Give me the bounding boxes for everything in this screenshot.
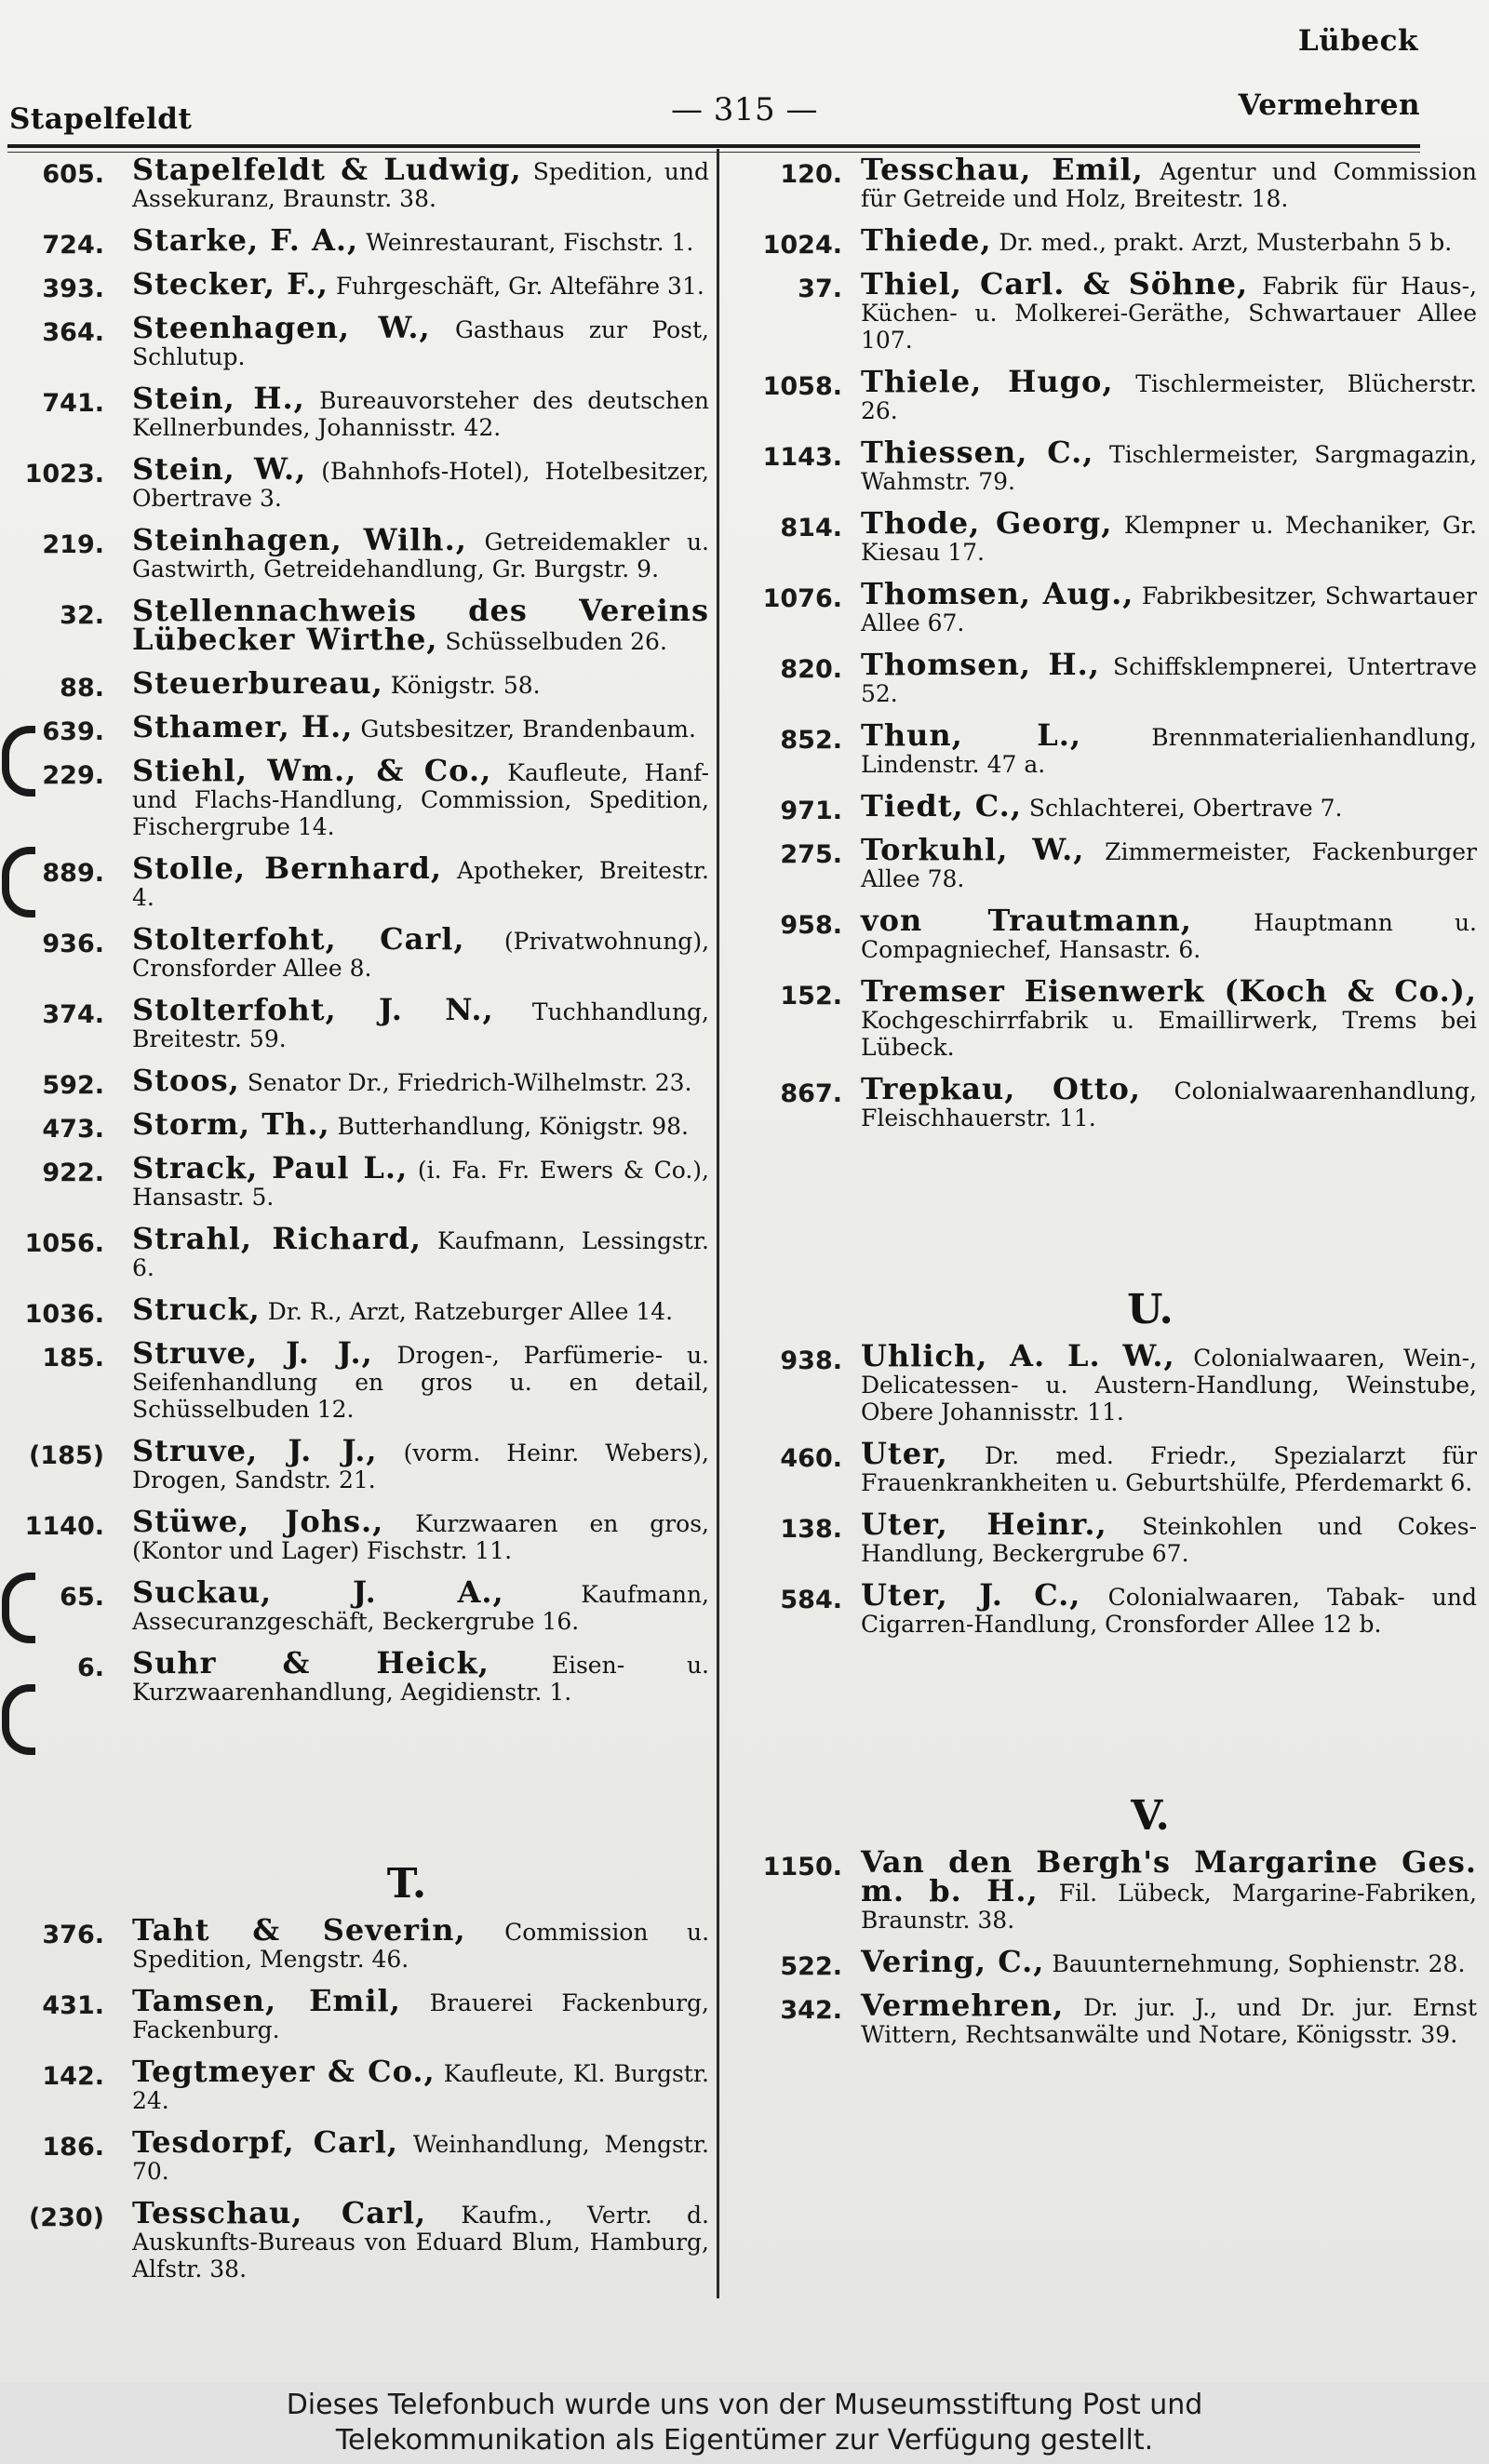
- entry-text: [11, 310, 710, 370]
- phone-number: 342.: [780, 1996, 842, 2025]
- directory-entry: [11, 992, 709, 1052]
- entry-name: Thiede,: [861, 222, 992, 258]
- entry-description: Bauunternehmung, Sophienstr. 28.: [1052, 1950, 1466, 1977]
- entry-description: Brauerei Fackenburg, Fackenburg.: [132, 1989, 710, 2043]
- entry-name: von Trautmann,: [861, 903, 1192, 938]
- section-heading-u: U.: [1127, 1286, 1174, 1333]
- directory-entry: [731, 1844, 1477, 1934]
- directory-entry: [731, 903, 1478, 963]
- phone-number: 120.: [780, 160, 842, 189]
- entry-name: Tegtmeyer & Co.,: [132, 2054, 436, 2089]
- directory-entry: [11, 1433, 710, 1493]
- entry-name: Thode, Georg,: [861, 505, 1113, 541]
- entry-name: Stein, H.,: [132, 381, 305, 416]
- entry-description: Schiffsklempnerei, Untertrave 52.: [861, 653, 1478, 707]
- directory-entry: [11, 665, 709, 703]
- phone-number: 460.: [780, 1444, 842, 1473]
- entry-description: Kaufleute, Kl. Burgstr. 24.: [132, 2060, 709, 2114]
- entry-text: [11, 709, 709, 746]
- directory-entry: [731, 1577, 1478, 1638]
- header-first-entry: Stapelfeldt: [9, 102, 193, 136]
- entry-text: [11, 152, 710, 212]
- directory-entry: [11, 1335, 710, 1423]
- section-heading-v: V.: [1131, 1792, 1170, 1840]
- phone-number: 37.: [798, 275, 842, 303]
- phone-number: 889.: [42, 859, 104, 888]
- phone-number: 88.: [60, 674, 104, 703]
- directory-entry: [731, 788, 1477, 825]
- entry-name: Uter, J. C.,: [861, 1577, 1081, 1613]
- entry-name: Tremser Eisenwerk (Koch & Co.),: [861, 973, 1477, 1009]
- phone-number: 522.: [780, 1952, 842, 1981]
- entry-text: [11, 1335, 710, 1423]
- phone-number: 138.: [780, 1515, 842, 1544]
- entry-description: Fil. Lübeck, Margarine-Fabriken, Braunstr. 38.: [861, 1880, 1477, 1934]
- entry-description: Eisen- u. Kurzwaarenhandlung, Aegidienstr. 1.: [132, 1652, 709, 1706]
- entry-name: Stolle, Bernhard,: [132, 850, 443, 886]
- phone-number: 938.: [780, 1346, 842, 1375]
- phone-number: 376.: [42, 1921, 104, 1949]
- entry-description: Colonialwaarenhandlung, Fleischhauerstr. 11.: [861, 1078, 1478, 1132]
- entry-text: [731, 1577, 1478, 1638]
- entry-description: Drogen-, Parfümerie- u. Seifenhandlung en gros u. en detail, Schüsselbuden 12.: [132, 1342, 710, 1423]
- entry-name: Starke, F. A.,: [132, 222, 359, 258]
- directory-entry: [11, 1574, 709, 1635]
- phone-number: 431.: [42, 1991, 104, 2020]
- right-column: [731, 152, 1478, 2063]
- phone-number: 1150.: [762, 1853, 842, 1881]
- phone-number: 473.: [42, 1115, 104, 1144]
- entry-description: (i. Fa. Fr. Ewers & Co.), Hansastr. 5.: [132, 1157, 709, 1211]
- entry-name: Stüwe, Johs.,: [132, 1504, 384, 1539]
- entry-name: Tesdorpf, Carl,: [132, 2124, 399, 2160]
- phone-number: (230): [28, 2203, 104, 2232]
- entry-description: Kochgeschirrfabrik u. Emaillirwerk, Trems bei Lübeck.: [861, 1007, 1477, 1061]
- entry-description: Colonialwaaren, Wein-, Delicatessen- u. Austern-Handlung, Weinstube, Obere Johannisstr. 11.: [861, 1345, 1477, 1426]
- directory-entry: [731, 1988, 1478, 2048]
- entry-name: Suckau, J. A.,: [132, 1574, 504, 1610]
- entry-name: Sthamer, H.,: [132, 709, 354, 744]
- entry-text: [731, 1944, 1477, 1979]
- entry-text: [11, 593, 709, 657]
- phone-number: 820.: [780, 655, 842, 684]
- directory-entry: [11, 152, 710, 212]
- entry-text: [11, 1504, 710, 1564]
- entry-name: Stiehl, Wm., & Co.,: [132, 753, 492, 788]
- directory-entry: [731, 1436, 1477, 1496]
- entry-description: Kaufm., Vertr. d. Auskunfts-Bureaus von Eduard Blum, Hamburg, Alfstr. 38.: [132, 2202, 710, 2283]
- entry-name: Tesschau, Emil,: [861, 152, 1144, 187]
- entry-text: [11, 850, 710, 911]
- entry-text: [11, 222, 709, 258]
- entry-name: Thomsen, Aug.,: [861, 576, 1134, 611]
- entry-name: Stellennachweis des Vereins Lübecker Wirthe,: [132, 593, 709, 657]
- entry-text: [11, 1433, 710, 1493]
- directory-entry: [731, 1507, 1477, 1567]
- t-entries-right: [731, 152, 1478, 1132]
- footer-notice: [0, 2382, 1489, 2464]
- header-city: Lübeck: [1297, 24, 1418, 58]
- entry-name: Stein, W.,: [132, 451, 307, 487]
- phone-number: 142.: [42, 2062, 104, 2091]
- entry-text: [731, 576, 1478, 636]
- entry-description: Colonialwaaren, Tabak- und Cigarren-Handlung, Cronsforder Allee 12 b.: [861, 1584, 1478, 1638]
- entry-name: Struck,: [132, 1292, 261, 1327]
- entry-text: [731, 1338, 1477, 1426]
- directory-entry: [11, 1106, 709, 1144]
- phone-number: 1140.: [24, 1512, 104, 1541]
- entry-name: Taht & Severin,: [132, 1912, 466, 1948]
- phone-number: 958.: [780, 911, 842, 940]
- entry-name: Strahl, Richard,: [132, 1221, 422, 1256]
- entry-name: Steinhagen, Wilh.,: [132, 522, 467, 557]
- entry-text: [11, 1150, 709, 1211]
- entry-text: [731, 364, 1477, 424]
- directory-entry: [11, 266, 709, 303]
- entry-text: [11, 1645, 709, 1706]
- entry-text: [11, 1221, 709, 1281]
- entry-description: Tischlermeister, Blücherstr. 26.: [861, 370, 1477, 424]
- phone-number: 724.: [42, 231, 104, 260]
- directory-entry: [731, 576, 1478, 636]
- entry-description: Steinkohlen und Cokes-Handlung, Beckergrube 67.: [861, 1513, 1477, 1567]
- entry-name: Thiel, Carl. & Söhne,: [861, 266, 1249, 301]
- entry-description: Kaufmann, Lessingstr. 6.: [132, 1227, 709, 1281]
- directory-entry: [11, 921, 710, 982]
- entry-name: Vermehren,: [861, 1988, 1065, 2023]
- directory-entry: [11, 1504, 710, 1564]
- entry-text: [11, 2054, 709, 2114]
- directory-entry: [11, 2195, 710, 2283]
- entry-description: (vorm. Heinr. Webers), Drogen, Sandstr. 21.: [132, 1440, 710, 1493]
- phone-number: 741.: [42, 389, 104, 418]
- entry-text: [731, 152, 1478, 212]
- phone-number: 605.: [42, 160, 104, 189]
- entry-text: [11, 2124, 710, 2185]
- entry-name: Tesschau, Carl,: [132, 2195, 427, 2230]
- entry-name: Thiele, Hugo,: [861, 364, 1114, 399]
- entry-name: Steuerbureau,: [132, 665, 383, 701]
- entry-name: Vering, C.,: [861, 1944, 1045, 1979]
- directory-entry: [731, 364, 1477, 424]
- footer-line-1: Dieses Telefonbuch wurde uns von der Museumsstiftung Post und: [286, 2389, 1203, 2421]
- entry-description: Weinhandlung, Mengstr. 70.: [132, 2131, 710, 2185]
- entry-name: Struve, J. J.,: [132, 1433, 378, 1468]
- directory-entry: [731, 973, 1477, 1061]
- phone-number: 936.: [42, 930, 104, 958]
- entry-description: Gasthaus zur Post, Schlutup.: [132, 316, 710, 370]
- entry-name: Uter,: [861, 1436, 948, 1471]
- entry-description: Kaufleute, Hanf- und Flachs-Handlung, Commission, Spedition, Fischergrube 14.: [132, 759, 709, 840]
- entry-name: Struve, J. J.,: [132, 1335, 373, 1371]
- phone-number: 1143.: [762, 443, 842, 472]
- entry-name: Stolterfoht, J. N.,: [132, 992, 494, 1027]
- column-divider: [717, 149, 719, 2298]
- entry-description: Dr. med., prakt. Arzt, Musterbahn 5 b.: [999, 229, 1453, 256]
- entry-description: Fabrik für Haus-, Küchen- u. Molkerei-Geräthe, Schwartauer Allee 107.: [861, 273, 1477, 354]
- entry-text: [11, 381, 710, 441]
- entry-text: [11, 1912, 710, 1973]
- entry-text: [11, 753, 709, 840]
- directory-entry: [731, 717, 1477, 778]
- phone-number: 152.: [780, 982, 842, 1011]
- entry-text: [11, 992, 709, 1052]
- entry-description: Fuhrgeschäft, Gr. Altefähre 31.: [335, 273, 704, 300]
- entry-description: Senator Dr., Friedrich-Wilhelmstr. 23.: [247, 1069, 692, 1096]
- entry-name: Tiedt, C.,: [861, 788, 1022, 824]
- phone-number: (185): [28, 1441, 104, 1470]
- phone-number: 922.: [42, 1158, 104, 1187]
- entry-text: [731, 903, 1478, 963]
- s-entries: [11, 152, 710, 1706]
- directory-entry: [731, 222, 1477, 260]
- entry-text: [731, 435, 1478, 495]
- v-entries: [731, 1844, 1478, 2048]
- entry-text: [11, 1983, 710, 2043]
- phone-number: 584.: [780, 1586, 842, 1614]
- directory-entry: [11, 381, 710, 441]
- entry-text: [731, 222, 1477, 258]
- entry-text: [11, 2195, 710, 2283]
- entry-text: [11, 921, 710, 982]
- phone-number: 1036.: [24, 1300, 104, 1329]
- directory-entry: [11, 451, 710, 512]
- directory-entry: [11, 709, 709, 746]
- entry-name: Strack, Paul L.,: [132, 1150, 409, 1185]
- directory-entry: [11, 1221, 709, 1281]
- entry-description: Spedition, und Assekuranz, Braunstr. 38.: [132, 158, 710, 212]
- entry-name: Thiessen, C.,: [861, 435, 1094, 470]
- entry-text: [731, 717, 1477, 778]
- entry-name: Stecker, F.,: [132, 266, 329, 301]
- phone-number: 1076.: [762, 584, 842, 613]
- entry-description: Butterhandlung, Königstr. 98.: [337, 1113, 689, 1140]
- footer-line-2: Telekommunikation als Eigentümer zur Verfügung gestellt.: [335, 2424, 1154, 2457]
- phone-number: 364.: [42, 318, 104, 347]
- directory-entry: [11, 1983, 710, 2043]
- entry-text: [11, 1292, 709, 1327]
- phone-number: 186.: [42, 2133, 104, 2162]
- entry-text: [731, 505, 1477, 566]
- directory-entry: [11, 1645, 709, 1706]
- phone-number: 275.: [780, 840, 842, 869]
- entry-description: (Bahnhofs-Hotel), Hotelbesitzer, Obertrave 3.: [132, 458, 710, 512]
- section-heading-t: T.: [386, 1860, 427, 1908]
- phone-number: 971.: [780, 797, 842, 825]
- entry-description: Tischlermeister, Sargmagazin, Wahmstr. 79.: [861, 441, 1478, 495]
- phone-number: 229.: [42, 761, 104, 790]
- entry-text: [731, 266, 1477, 354]
- entry-description: Fabrikbesitzer, Schwartauer Allee 67.: [861, 583, 1478, 636]
- phone-number: 185.: [42, 1344, 104, 1373]
- u-entries: [731, 1338, 1478, 1638]
- entry-description: Getreidemakler u. Gastwirth, Getreidehandlung, Gr. Burgstr. 9.: [132, 529, 709, 583]
- entry-name: Trepkau, Otto,: [861, 1071, 1141, 1106]
- directory-entry: [11, 2124, 710, 2185]
- directory-entry: [11, 1150, 709, 1211]
- entry-description: Zimmermeister, Fackenburger Allee 78.: [861, 838, 1477, 892]
- directory-entry: [731, 832, 1477, 892]
- phone-number: 852.: [780, 726, 842, 755]
- entry-text: [11, 266, 709, 303]
- entry-text: [731, 1436, 1477, 1496]
- entry-description: Commission u. Spedition, Mengstr. 46.: [132, 1919, 710, 1973]
- entry-text: [11, 665, 709, 701]
- phone-number: 6.: [76, 1654, 104, 1682]
- phone-number: 867.: [780, 1079, 842, 1108]
- entry-description: Brennmaterialienhandlung, Lindenstr. 47 a.: [861, 724, 1477, 778]
- entry-description: Bureauvorsteher des deutschen Kellnerbundes, Johannisstr. 42.: [132, 387, 710, 441]
- t-entries-left: [11, 1912, 710, 2283]
- entry-name: Uter, Heinr.,: [861, 1507, 1107, 1542]
- entry-description: Schlachterei, Obertrave 7.: [1028, 795, 1343, 822]
- entry-text: [731, 1844, 1477, 1934]
- entry-text: [731, 647, 1478, 707]
- entry-text: [11, 1063, 709, 1098]
- entry-name: Steenhagen, W.,: [132, 310, 431, 345]
- entry-text: [731, 1988, 1478, 2048]
- entry-name: Van den Bergh's Margarine Ges. m. b. H.,: [861, 1844, 1477, 1908]
- directory-entry: [731, 266, 1477, 354]
- entry-name: Stapelfeldt & Ludwig,: [132, 152, 522, 187]
- entry-text: [731, 1507, 1477, 1567]
- entry-description: Dr. jur. J., und Dr. jur. Ernst Wittern, Rechtsanwälte und Notare, Königsstr. 39.: [861, 1994, 1478, 2048]
- entry-text: [731, 832, 1477, 892]
- entry-description: Weinrestaurant, Fischstr. 1.: [366, 229, 694, 256]
- entry-description: Königstr. 58.: [390, 672, 541, 699]
- entry-name: Storm, Th.,: [132, 1106, 330, 1142]
- entry-name: Stolterfoht, Carl,: [132, 921, 465, 957]
- entry-text: [11, 522, 709, 583]
- header-rule: [7, 144, 1420, 148]
- entry-name: Torkuhl, W.,: [861, 832, 1085, 867]
- directory-entry: [11, 753, 709, 840]
- directory-entry: [731, 152, 1478, 212]
- phone-number: 65.: [60, 1583, 104, 1612]
- phone-number: 814.: [780, 514, 842, 542]
- directory-entry: [11, 2054, 709, 2114]
- entry-description: Schüsselbuden 26.: [445, 628, 667, 655]
- directory-entry: [11, 522, 709, 583]
- phone-number: 374.: [42, 1000, 104, 1029]
- directory-entry: [11, 222, 709, 260]
- entry-name: Tamsen, Emil,: [132, 1983, 401, 2018]
- phone-number: 639.: [42, 717, 104, 746]
- entry-name: Uhlich, A. L. W.,: [861, 1338, 1175, 1373]
- directory-entry: [731, 505, 1477, 566]
- directory-entry: [11, 1063, 709, 1100]
- entry-description: Hauptmann u. Compagniechef, Hansastr. 6.: [861, 909, 1478, 963]
- directory-entry: [731, 647, 1478, 707]
- phone-number: 1023.: [24, 460, 104, 489]
- entry-text: [731, 788, 1477, 825]
- entry-description: Kaufmann, Assecuranzgeschäft, Beckergrube 16.: [132, 1581, 709, 1635]
- entry-text: [11, 451, 710, 512]
- entry-text: [11, 1574, 709, 1635]
- entry-description: Dr. R., Arzt, Ratzeburger Allee 14.: [267, 1298, 674, 1325]
- phone-number: 592.: [42, 1071, 104, 1100]
- entry-name: Thomsen, H.,: [861, 647, 1100, 682]
- phone-number: 1056.: [24, 1229, 104, 1258]
- phone-number: 1024.: [762, 231, 842, 260]
- phone-number: 393.: [42, 275, 104, 303]
- directory-entry: [11, 593, 709, 657]
- directory-entry: [731, 435, 1478, 495]
- directory-entry: [11, 850, 710, 911]
- directory-entry: [731, 1338, 1477, 1426]
- entry-description: (Privatwohnung), Cronsforder Allee 8.: [132, 928, 710, 982]
- entry-description: Dr. med. Friedr., Spezialarzt für Frauenkrankheiten u. Geburtshülfe, Pferdemarkt 6.: [861, 1442, 1477, 1496]
- entry-name: Thun, L.,: [861, 717, 1081, 753]
- left-column: [11, 152, 710, 2297]
- entry-description: Klempner u. Mechaniker, Gr. Kiesau 17.: [861, 512, 1477, 566]
- directory-entry: [731, 1071, 1478, 1132]
- directory-entry: [11, 1292, 709, 1329]
- phone-number: 1058.: [762, 372, 842, 401]
- entry-description: Apotheker, Breitestr. 4.: [132, 857, 710, 911]
- entry-text: [731, 1071, 1478, 1132]
- entry-name: Suhr & Heick,: [132, 1645, 490, 1681]
- phone-number: 32.: [60, 601, 104, 630]
- header-last-entry: Vermehren: [1238, 88, 1420, 122]
- entry-name: Stoos,: [132, 1063, 240, 1098]
- page-number: — 315 —: [670, 91, 818, 128]
- directory-entry: [11, 1912, 710, 1973]
- entry-description: Gutsbesitzer, Brandenbaum.: [360, 716, 696, 743]
- entry-text: [731, 973, 1477, 1061]
- entry-description: Agentur und Commission für Getreide und Holz, Breitestr. 18.: [861, 158, 1478, 212]
- directory-entry: [731, 1944, 1477, 1981]
- directory-entry: [11, 310, 710, 370]
- entry-text: [11, 1106, 709, 1142]
- entry-description: Kurzwaaren en gros, (Kontor und Lager) Fischstr. 11.: [132, 1510, 710, 1564]
- phone-number: 219.: [42, 530, 104, 559]
- entry-description: Tuchhandlung, Breitestr. 59.: [132, 998, 709, 1052]
